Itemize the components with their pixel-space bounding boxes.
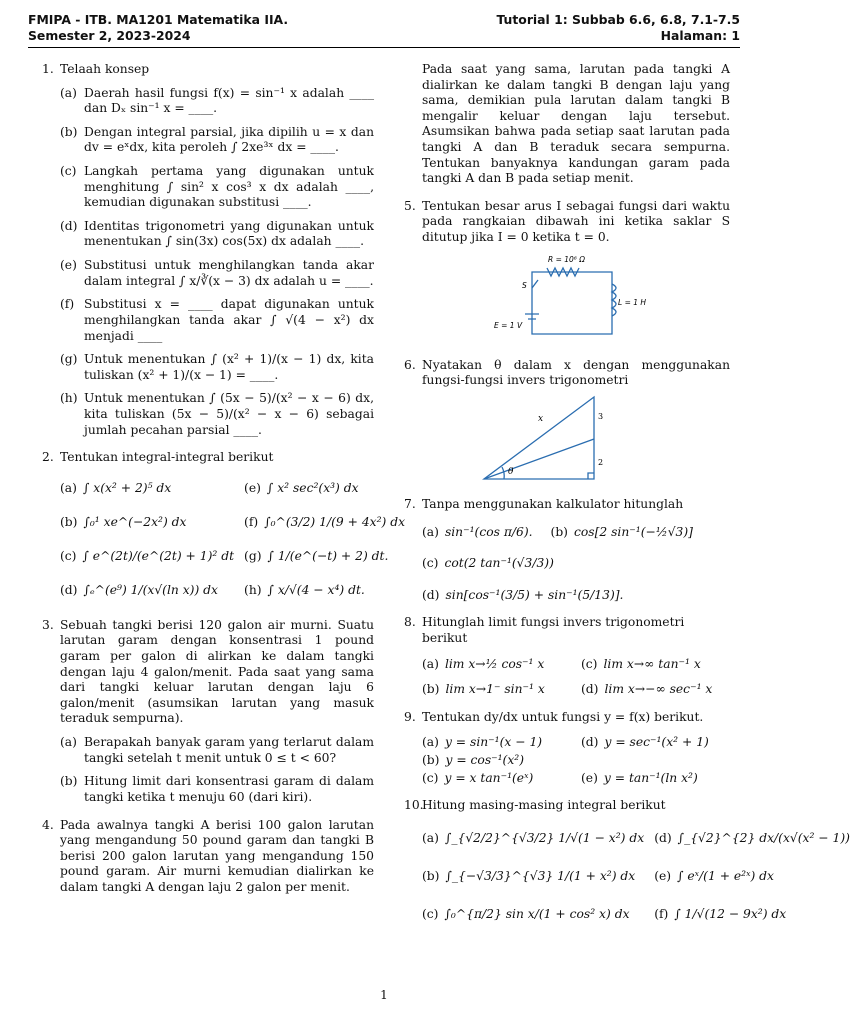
question-9: 9. Tentukan dy/dx untuk fungsi y = f(x) berikut. (a) y = sin⁻¹(x − 1) (d) y = sec⁻¹(x² + 1) (b) y = cos⁻¹(x²) (c) y = x tan⁻¹(eˣ) (e) y = tan⁻¹(ln x²) <box>404 710 730 786</box>
question-4: 4. Pada awalnya tangki A berisi 100 galon larutan yang mengandung 50 pound garam dan tangki B berisi 200 galon larutan yang mengandung 150 pound garam. Air murni kemudian dialirkan ke dalam tangki A dengan laju 2 galon per menit. <box>42 817 374 894</box>
header-rule <box>28 47 740 48</box>
question-4-cont <box>404 62 730 187</box>
q5-text: Tentukan besar arus I sebagai fungsi dari waktu pada rangkaian dibawah ini ketika saklar S ditutup jika I = 0 ketika t = 0. <box>422 198 730 245</box>
q2-item: (g) ∫ 1/(e^(−t) + 2) dt. <box>244 548 389 563</box>
q1f: (f) Substitusi x = ____ dapat digunakan untuk menghilangkan tanda akar ∫ √(4 − x²) dx menjadi ____ <box>60 297 374 343</box>
q10-title: Hitung masing-masing integral berikut <box>422 798 666 813</box>
q2-item: (c) ∫ e^(2t)/(e^(2t) + 1)² dt <box>60 548 235 563</box>
question-3: 3. Sebuah tangki berisi 120 galon air murni. Suatu larutan garam dengan konsentrasi 1 pound garam per galon di alirkan ke dalam tangki dengan laju 4 galon/menit. Pada saat yang sama dari tangki keluar larutan dengan laju 6 galon/menit (asumsikan larutan yang masuk teraduk sempurna). (a) Berapakah banyak garam yang terlarut dalam tangki setelah t menit untuk 0 ≤ t < 60? (b) Hitung limit dari konsentrasi garam di dalam tangki ketika t menuju 60 (dari kiri). <box>42 617 374 804</box>
q1-title: Telaah konsep <box>60 62 150 76</box>
side-top-label: 3 <box>598 411 604 421</box>
semester: Semester 2, 2023-2024 <box>28 28 191 44</box>
q8-list: (a) lim x→½ cos⁻¹ x (c) lim x→∞ tan⁻¹ x (b) lim x→1⁻ sin⁻¹ x (d) lim x→−∞ sec⁻¹ x <box>422 656 713 697</box>
q1g: (g) Untuk menentukan ∫ (x² + 1)/(x − 1) dx, kita tuliskan (x² + 1)/(x − 1) = ____. <box>60 352 374 382</box>
question-1: 1. Telaah konsep (a) Daerah hasil fungsi f(x) = sin⁻¹ x adalah ____ dan Dₓ sin⁻¹ x = ____. (b) Dengan integral parsial, jika dipilih u = x dan dv = eˣdx, kita peroleh ∫ 2xe³ˣ dx = ____. (c) Langkah pertama yang digunakan untuk menghitung ∫ sin² x cos³ x dx adalah ____, kemudian digunakan substitusi ____. (d) Identitas trigonometri yang digunakan untuk menentukan ∫ sin(3x) cos(5x) dx adalah ____. (e) Substitusi untuk menghilangkan tanda akar dalam integral ∫ x/∛(x − 3) dx adalah u = ____. (f) Substitusi x = ____ dapat digunakan untuk menghilangkan tanda akar ∫ √(4 − x²) dx menjadi ____ (g) Untuk menentukan ∫ (x² + 1)/(x − 1) dx, kita tuliskan (x² + 1)/(x − 1) = ____. (h) Untuk menentukan ∫ (5x − 5)/(x² − x − 6) dx, kita tuliskan (5x − 5)/(x² − x − 6) sebagai jumlah pecahan parsial ____. <box>42 62 374 437</box>
q9-list: (a) y = sin⁻¹(x − 1) (d) y = sec⁻¹(x² + 1) (b) y = cos⁻¹(x²) (c) y = x tan⁻¹(eˣ) (e) y = tan⁻¹(ln x²) <box>422 735 709 785</box>
q10-list: (a) ∫_{√2/2}^{√3/2} 1/√(1 − x²) dx (d) ∫_{√2}^{2} dx/(x√(x² − 1)) (b) ∫_{−√3/3}^{√3} 1/(1 + x²) dx (e) ∫ eˣ/(1 + e²ˣ) dx (c) ∫₀^{π/2} sin x/(1 + cos² x) dx (f) ∫ 1/√(12 − 9x²) dx <box>422 831 850 922</box>
source-label: E = 1 V <box>494 320 523 330</box>
q2-item: (h) ∫ x/√(4 − x⁴) dt. <box>244 582 365 597</box>
q1e: (e) Substitusi untuk menghilangkan tanda akar dalam integral ∫ x/∛(x − 3) dx adalah u = ____. <box>60 258 374 288</box>
q2-item: (a) ∫ x(x² + 2)⁵ dx <box>60 480 172 495</box>
question-8: 8. Hitunglah limit fungsi invers trigonometri berikut (a) lim x→½ cos⁻¹ x (c) lim x→∞ tan⁻¹ x (b) lim x→1⁻ sin⁻¹ x (d) lim x→−∞ sec⁻¹ x <box>404 615 730 697</box>
q3a: (a) Berapakah banyak garam yang terlarut dalam tangki setelah t menit untuk 0 ≤ t < 60? <box>60 735 374 765</box>
q2-item: (e) ∫ x² sec²(x³) dx <box>244 480 359 495</box>
question-5: 5. Tentukan besar arus I sebagai fungsi dari waktu pada rangkaian dibawah ini ketika saklar S ditutup jika I = 0 ketika t = 0. R = 10⁶ Ω S L = 1 H E = 1 V <box>404 199 730 346</box>
q2-list <box>60 474 406 606</box>
q1d: (d) Identitas trigonometri yang digunakan untuk menentukan ∫ sin(3x) cos(5x) dx adalah ____. <box>60 218 374 249</box>
q7-title: Tanpa menggunakan kalkulator hitunglah <box>422 496 684 511</box>
side-bottom-label: 2 <box>598 457 604 467</box>
q1a: (a) Daerah hasil fungsi f(x) = sin⁻¹ x adalah ____ dan Dₓ sin⁻¹ x = ____. <box>60 85 374 116</box>
left-column <box>42 62 406 908</box>
question-6: 6. Nyatakan θ dalam x dengan menggunakan fungsi-fungsi invers trigonometri x θ 3 2 <box>404 358 730 485</box>
resistor-label: R = 10⁶ Ω <box>548 254 585 264</box>
circuit-diagram <box>492 254 647 346</box>
q1h: (h) Untuk menentukan ∫ (5x − 5)/(x² − x − 6) dx, kita tuliskan (5x − 5)/(x² − x − 6) sebagai jumlah pecahan parsial ____. <box>60 391 374 437</box>
tutorial-title: Tutorial 1: Subbab 6.6, 6.8, 7.1-7.5 <box>496 12 740 27</box>
q9-title: Tentukan dy/dx untuk fungsi y = f(x) berikut. <box>422 709 704 724</box>
q4-text-left: Pada awalnya tangki A berisi 100 galon larutan yang mengandung 50 pound garam dan tangki B berisi 200 galon larutan yang mengandung 150 pound garam. Air murni kemudian dialirkan ke dalam tangki A dengan laju 2 galon per menit. <box>60 817 374 894</box>
right-column <box>404 62 850 942</box>
q7-row3: (d) sin[cos⁻¹(3/5) + sin⁻¹(5/13)]. <box>422 587 624 602</box>
q7-row2: (c) cot(2 tan⁻¹(√3/3)) <box>422 556 554 571</box>
theta-label: θ <box>508 466 514 477</box>
question-2: 2. Tentukan integral-integral berikut (a) ∫ x(x² + 2)⁵ dx (e) ∫ x² sec²(x³) dx (b) ∫₀¹ xe^(−2x²) dx (f) ∫₀^(3/2) 1/(9 + 4x²) dx (c) ∫ e^(2t)/(e^(2t) + 1)² dt (g) ∫ 1/(e^(−t) + 2) dt. (d) ∫ₑ^(e⁹) 1/(x√(ln x)) dx (h) ∫ x/√(4 − x⁴) dt. <box>42 450 374 606</box>
q6-text: Nyatakan θ dalam x dengan menggunakan fungsi-fungsi invers trigonometri <box>422 357 730 388</box>
q2-item: (b) ∫₀¹ xe^(−2x²) dx <box>60 514 187 529</box>
q3b: (b) Hitung limit dari konsentrasi garam di dalam tangki ketika t menuju 60 (dari kiri). <box>60 774 374 804</box>
q2-item: (d) ∫ₑ^(e⁹) 1/(x√(ln x)) dx <box>60 582 218 597</box>
question-7: 7. Tanpa menggunakan kalkulator hitunglah (a) sin⁻¹(cos π/6). (b) cos[2 sin⁻¹(−½√3)] (c) cot(2 tan⁻¹(√3/3)) (d) sin[cos⁻¹(3/5) + sin⁻¹(5/13)]. <box>404 497 730 603</box>
question-10: 10. Hitung masing-masing integral berikut (a) ∫_{√2/2}^{√3/2} 1/√(1 − x²) dx (d) ∫_{√2}^{2} dx/(x√(x² − 1)) (b) ∫_{−√3/3}^{√3} 1/(1 + x²) dx (e) ∫ eˣ/(1 + e²ˣ) dx (c) ∫₀^{π/2} sin x/(1 + cos² x) dx (f) ∫ 1/√(12 − 9x²) dx <box>404 798 730 930</box>
q7-row1: (a) sin⁻¹(cos π/6). (b) cos[2 sin⁻¹(−½√3)] <box>422 524 693 539</box>
course-title: FMIPA - ITB. MA1201 Matematika IIA. <box>28 12 289 27</box>
q3-text: Sebuah tangki berisi 120 galon air murni. Suatu larutan garam dengan konsentrasi 1 pound garam per galon di alirkan ke dalam tangki dengan laju 4 galon/menit. Pada saat yang sama dari tangki keluar larutan dengan laju 6 galon/menit (asumsikan larutan yang masuk teraduk sempurna). <box>60 617 374 726</box>
q8-title: Hitunglah limit fungsi invers trigonometri berikut <box>422 615 685 645</box>
switch-label: S <box>522 280 527 290</box>
q1c: (c) Langkah pertama yang digunakan untuk menghitung ∫ sin² x cos³ x dx adalah ____, kemudian digunakan substitusi ____. <box>60 164 374 210</box>
page-number: 1 <box>380 988 388 1002</box>
inductor-label: L = 1 H <box>618 297 647 307</box>
hyp-label: x <box>538 413 544 424</box>
q1b: (b) Dengan integral parsial, jika dipilih u = x dan dv = eˣdx, kita peroleh ∫ 2xe³ˣ dx = ____. <box>60 124 374 155</box>
triangle-diagram <box>482 395 632 485</box>
q2-item: (f) ∫₀^(3/2) 1/(9 + 4x²) dx <box>244 514 406 529</box>
q2-title: Tentukan integral-integral berikut <box>60 450 274 465</box>
page-label: Halaman: 1 <box>660 28 740 44</box>
q4-text-right: Pada saat yang sama, larutan pada tangki A dialirkan ke dalam tangki B dengan laju yang sama, demikian pula larutan dalam tangki B mengalir keluar dengan laju tersebut. Asumsikan bahwa pada setiap saat larutan pada tangki A dan B teraduk secara sempurna. Tentukan banyaknya kandungan garam pada tangki A dan B pada setiap menit. <box>422 62 730 186</box>
